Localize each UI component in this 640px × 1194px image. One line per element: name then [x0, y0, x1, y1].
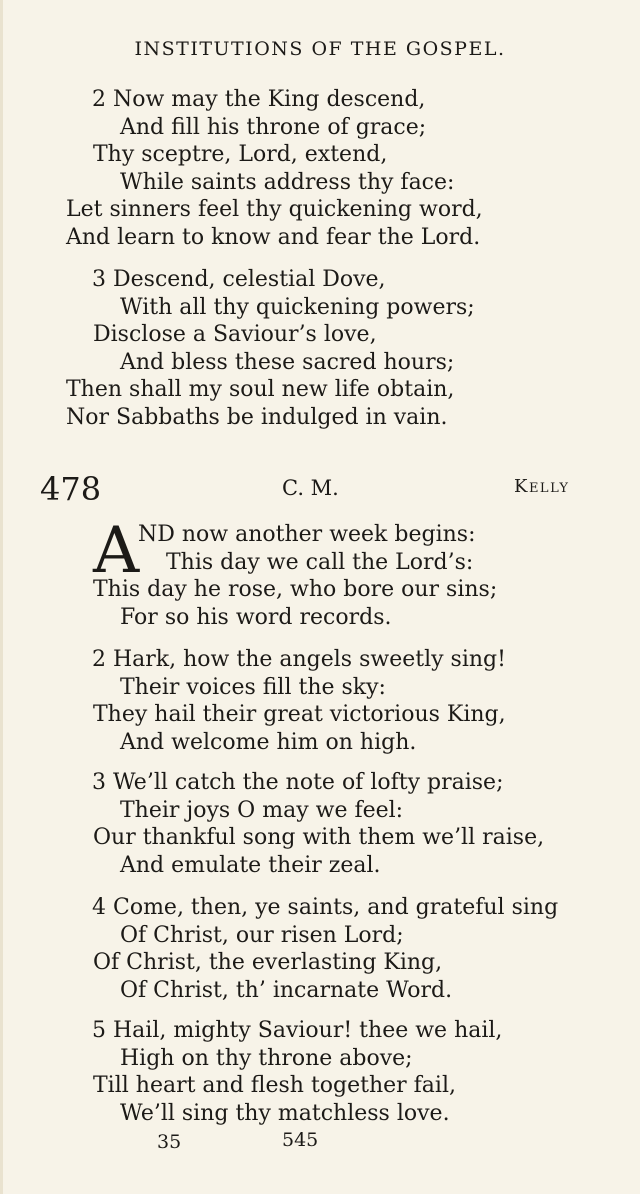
hymn-meter: C. M.	[282, 476, 339, 500]
signature-mark: 35	[157, 1131, 182, 1153]
hymn-stanza-1	[0, 514, 640, 631]
verse-line: While saints address thy face:	[120, 169, 455, 195]
verse-line: Our thankful song with them we’ll raise,	[93, 825, 545, 850]
verse-line: Then shall my soul new life obtain,	[66, 377, 455, 402]
running-head: INSTITUTIONS OF THE GOSPEL.	[134, 38, 506, 60]
prev-hymn-stanza-2	[0, 86, 640, 251]
verse-line: Nor Sabbaths be indulged in vain.	[66, 404, 448, 430]
hymn-number: 478	[40, 470, 102, 508]
verse-line: And bless these sacred hours;	[120, 349, 455, 375]
verse-line: And fill his throne of grace;	[120, 114, 427, 140]
hymn-tune: Kelly	[514, 476, 570, 497]
hymn-stanza-2	[0, 646, 640, 756]
hymn-stanza-3	[0, 769, 640, 879]
verse-line: Their voices fill the sky:	[120, 674, 386, 700]
verse-line: 3 Descend, celestial Dove,	[92, 267, 386, 292]
verse-line: Of Christ, the everlasting King,	[93, 950, 443, 975]
verse-line: Let sinners feel thy quickening word,	[66, 197, 483, 222]
verse-line: And welcome him on high.	[120, 729, 417, 755]
drop-cap: A	[93, 514, 140, 588]
verse-line: Of Christ, our risen Lord;	[120, 922, 404, 948]
verse-line: 4 Come, then, ye saints, and grateful sing	[92, 895, 559, 920]
verse-line: They hail their great victorious King,	[93, 702, 506, 727]
verse-line: 5 Hail, mighty Saviour! thee we hail,	[92, 1018, 503, 1043]
verse-line: ND now another week begins:	[138, 522, 476, 547]
verse-line: Of Christ, th’ incarnate Word.	[120, 977, 453, 1003]
page-number: 545	[282, 1129, 319, 1151]
verse-line: This day we call the Lord’s:	[166, 549, 474, 575]
verse-line: Till heart and flesh together fail,	[93, 1073, 456, 1098]
prev-hymn-stanza-3	[0, 266, 640, 431]
hymn-stanza-5	[0, 1017, 640, 1127]
verse-line: 2 Now may the King descend,	[92, 87, 426, 112]
verse-line: And learn to know and fear the Lord.	[66, 224, 481, 250]
verse-line: Thy sceptre, Lord, extend,	[93, 142, 388, 167]
verse-line: For so his word records.	[120, 604, 392, 630]
verse-line: This day he rose, who bore our sins;	[93, 577, 498, 602]
verse-line: 3 We’ll catch the note of lofty praise;	[92, 770, 504, 795]
verse-line: Their joys O may we feel:	[120, 797, 404, 823]
verse-line: High on thy throne above;	[120, 1045, 413, 1071]
verse-line: And emulate their zeal.	[120, 852, 381, 878]
verse-line: We’ll sing thy matchless love.	[120, 1100, 450, 1126]
verse-line: 2 Hark, how the angels sweetly sing!	[92, 647, 506, 672]
verse-line: Disclose a Saviour’s love,	[93, 322, 377, 347]
verse-line: With all thy quickening powers;	[120, 294, 475, 320]
hymn-heading	[0, 470, 640, 510]
hymn-stanza-4	[0, 894, 640, 1004]
